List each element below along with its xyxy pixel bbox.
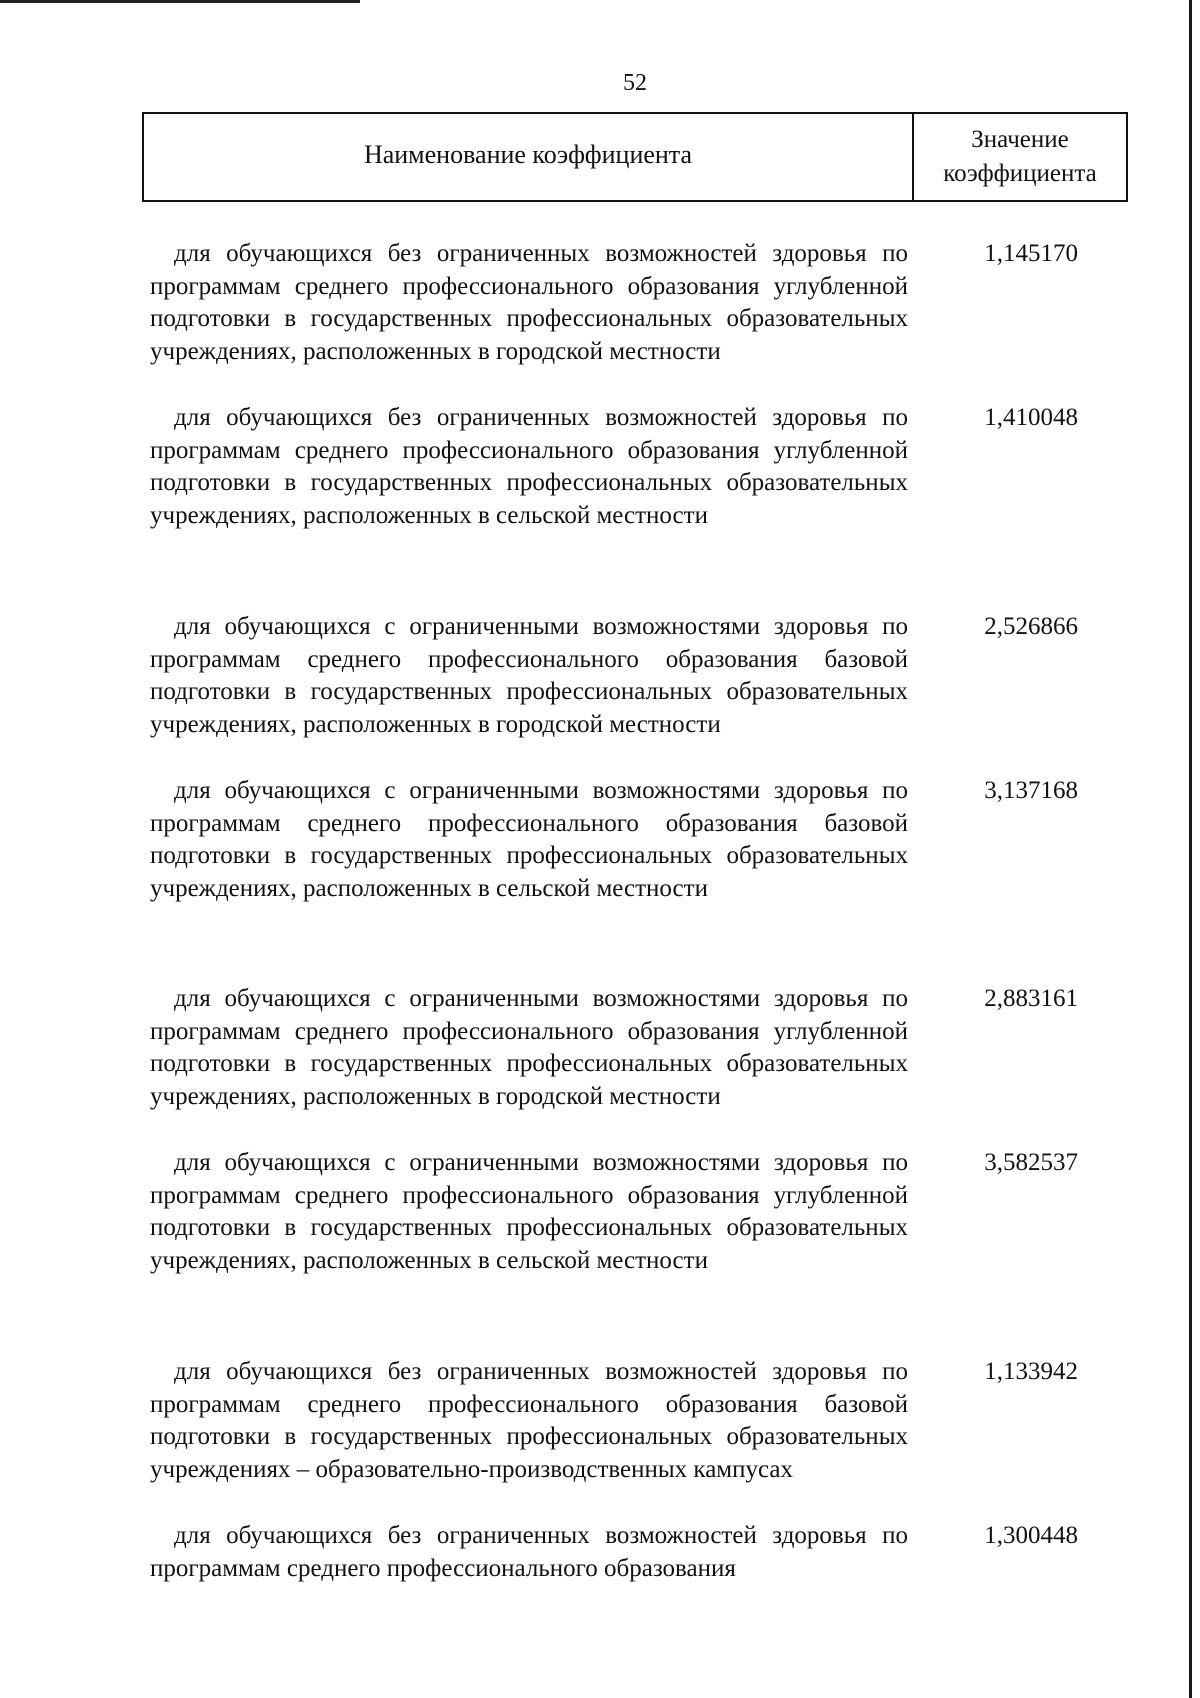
entry-text: для обучающихся с ограниченными возможностями здоровья по программам среднего профессионального образования углубленной подготовки в государственных профессиональных образовательных учреждениях, расположенных в сельской местности <box>150 1149 908 1274</box>
entry-value: 3,137168 <box>984 777 1078 804</box>
entry-text: для обучающихся без ограниченных возможностей здоровья по программам среднего профессионального образования <box>150 1522 908 1582</box>
column-header-name: Наименование коэффициента <box>363 140 693 169</box>
page-number: 52 <box>623 70 647 96</box>
scan-edge-right <box>1189 0 1192 1698</box>
coefficient-entry <box>150 402 1150 532</box>
entry-text: для обучающихся с ограниченными возможностями здоровья по программам среднего профессионального образования базовой подготовки в государственных профессиональных образовательных учреждениях, расположенных в сельской местности <box>150 777 908 902</box>
entry-text: для обучающихся с ограниченными возможностями здоровья по программам среднего профессионального образования углубленной подготовки в государственных профессиональных образовательных учреждениях, расположенных в городской местности <box>150 985 908 1110</box>
coefficient-entry <box>150 611 1150 741</box>
entry-value: 2,883161 <box>984 985 1078 1012</box>
coefficient-entry <box>150 1520 1150 1585</box>
entry-value: 3,582537 <box>984 1149 1078 1176</box>
entry-text: для обучающихся с ограниченными возможностями здоровья по программам среднего профессионального образования базовой подготовки в государственных профессиональных образовательных учреждениях, расположенных в городской местности <box>150 613 908 738</box>
entry-text: для обучающихся без ограниченных возможностей здоровья по программам среднего профессионального образования базовой подготовки в государственных профессиональных образовательных учреждениях – образовательно-производственных кампусах <box>150 1358 908 1483</box>
entry-text: для обучающихся без ограниченных возможностей здоровья по программам среднего профессионального образования углубленной подготовки в государственных профессиональных образовательных учреждениях, расположенных в городской местности <box>150 240 908 365</box>
entry-value: 1,133942 <box>984 1358 1078 1385</box>
column-header-value: Значение коэффициента <box>912 114 1126 200</box>
scan-edge-top <box>0 0 360 3</box>
entry-value: 1,300448 <box>984 1522 1078 1549</box>
table-header <box>142 112 1128 202</box>
coefficient-entry <box>150 775 1150 905</box>
entry-value: 1,410048 <box>984 404 1078 431</box>
coefficient-entry <box>150 1356 1150 1486</box>
coefficient-entry <box>150 1147 1150 1277</box>
entry-value: 2,526866 <box>984 613 1078 640</box>
entry-value: 1,145170 <box>984 240 1078 267</box>
entry-text: для обучающихся без ограниченных возможностей здоровья по программам среднего профессионального образования углубленной подготовки в государственных профессиональных образовательных учреждениях, расположенных в сельской местности <box>150 404 908 529</box>
coefficient-entry <box>150 983 1150 1113</box>
coefficient-entry <box>150 238 1150 368</box>
